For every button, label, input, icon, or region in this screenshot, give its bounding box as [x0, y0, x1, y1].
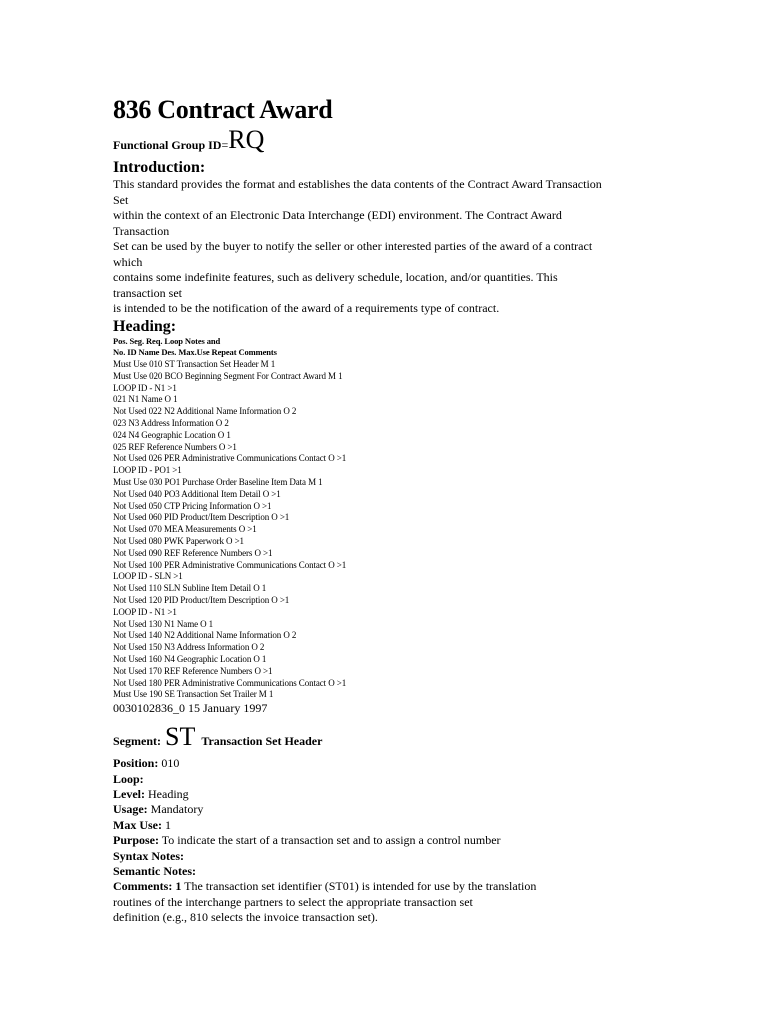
usage-field: [113, 802, 673, 817]
comments-line: The transaction set identifier (ST01) is intended for use by the translation: [184, 879, 537, 894]
table-row: LOOP ID - PO1 >1: [113, 465, 182, 476]
table-row: Not Used 110 SLN Subline Item Detail O 1: [113, 583, 267, 594]
table-row: Not Used 180 PER Administrative Communications Contact O >1: [113, 677, 347, 688]
level-label: Level:: [113, 787, 145, 802]
comments-number: 1: [175, 879, 182, 894]
comments-field: [113, 879, 673, 894]
intro-line: Set: [113, 192, 129, 207]
table-row: Not Used 026 PER Administrative Communications Contact O >1: [113, 453, 347, 464]
document-id: 0030102836_0 15 January 1997: [113, 701, 268, 716]
table-row: Must Use 030 PO1 Purchase Order Baseline Item Data M 1: [113, 477, 323, 488]
position-label: Position:: [113, 756, 159, 771]
loop-label: Loop:: [113, 771, 144, 786]
intro-line: contains some indefinite features, such as delivery schedule, location, and/or quantities. This: [113, 270, 558, 284]
heading-label: Heading:: [113, 317, 177, 335]
comments-label: Comments:: [113, 879, 173, 894]
segment-title: [113, 722, 673, 756]
table-row: Not Used 100 PER Administrative Communications Contact O >1: [113, 559, 347, 570]
intro-line: is intended to be the notification of the award of a requirements type of contract.: [113, 301, 500, 315]
table-row: 025 REF Reference Numbers O >1: [113, 441, 237, 452]
usage-label: Usage:: [113, 802, 148, 817]
table-row: Not Used 022 N2 Additional Name Information O 2: [113, 406, 297, 417]
table-row: Must Use 020 BCO Beginning Segment For Contract Award M 1: [113, 370, 343, 381]
table-row: Not Used 050 CTP Pricing Information O >1: [113, 500, 272, 511]
table-row: Must Use 190 SE Transaction Set Trailer M 1: [113, 689, 274, 700]
max-use-field: [113, 818, 673, 833]
position-value: 010: [161, 756, 180, 771]
table-row: Not Used 090 REF Reference Numbers O >1: [113, 547, 273, 558]
table-row: Not Used 160 N4 Geographic Location O 1: [113, 654, 267, 665]
table-row: Not Used 120 PID Product/Item Description O >1: [113, 595, 290, 606]
functional-group-label: Functional Group ID: [113, 138, 222, 152]
max-use-label: Max Use:: [113, 817, 162, 832]
intro-heading: Introduction:: [113, 159, 206, 176]
table-row: LOOP ID - N1 >1: [113, 382, 177, 393]
purpose-field: [113, 833, 673, 848]
intro-line: which: [113, 254, 143, 269]
table-row: 024 N4 Geographic Location O 1: [113, 429, 231, 440]
intro-line: This standard provides the format and establishes the data contents of the Contract Award Transaction: [113, 177, 602, 191]
table-row: Not Used 170 REF Reference Numbers O >1: [113, 665, 273, 676]
semantic-notes-label: Semantic Notes:: [113, 864, 196, 879]
usage-value: Mandatory: [150, 802, 204, 817]
syntax-notes-field: [113, 849, 673, 864]
table-row: LOOP ID - SLN >1: [113, 571, 183, 582]
intro-line: within the context of an Electronic Data Interchange (EDI) environment. The Contract Award: [113, 208, 562, 222]
segment-detail: [113, 722, 673, 925]
segment-name: Transaction Set Header: [201, 734, 323, 749]
syntax-notes-label: Syntax Notes:: [113, 848, 184, 863]
functional-group-eq: =: [221, 138, 229, 152]
segment-table: [113, 336, 673, 702]
intro-line: Transaction: [113, 223, 170, 238]
purpose-value: To indicate the start of a transaction set and to assign a control number: [161, 833, 501, 848]
semantic-notes-field: [113, 864, 673, 879]
table-header: Pos. Seg. Req. Loop Notes and: [113, 335, 221, 346]
table-header: No. ID Name Des. Max.Use Repeat Comments: [113, 347, 277, 358]
table-row: 021 N1 Name O 1: [113, 394, 178, 405]
comments-line: definition (e.g., 810 selects the invoice transaction set).: [113, 910, 378, 925]
table-rows: [113, 359, 673, 701]
comments-line: routines of the interchange partners to select the appropriate transaction set: [113, 894, 473, 909]
level-field: [113, 787, 673, 802]
max-use-value: 1: [164, 817, 171, 832]
segment-code: ST: [165, 722, 196, 752]
segment-label: Segment:: [113, 734, 161, 749]
intro-line: Set can be used by the buyer to notify the seller or other interested parties of the award of a contract: [113, 239, 593, 253]
table-row: Not Used 130 N1 Name O 1: [113, 618, 214, 629]
table-row: Not Used 060 PID Product/Item Description O >1: [113, 512, 290, 523]
table-row: Not Used 040 PO3 Additional Item Detail O >1: [113, 488, 281, 499]
functional-group-code: RQ: [228, 125, 265, 154]
table-row: Not Used 140 N2 Additional Name Information O 2: [113, 630, 297, 641]
table-row: Not Used 150 N3 Address Information O 2: [113, 642, 265, 653]
table-row: Must Use 010 ST Transaction Set Header M 1: [113, 359, 276, 370]
table-row: LOOP ID - N1 >1: [113, 606, 177, 617]
document-page: [113, 95, 673, 926]
table-row: Not Used 070 MEA Measurements O >1: [113, 524, 257, 535]
intro-text: [113, 177, 673, 317]
document-title: 836 Contract Award: [113, 95, 333, 124]
purpose-label: Purpose:: [113, 833, 159, 848]
level-value: Heading: [148, 787, 189, 802]
table-row: 023 N3 Address Information O 2: [113, 418, 229, 429]
table-row: Not Used 080 PWK Paperwork O >1: [113, 536, 244, 547]
position-field: [113, 756, 673, 771]
loop-field: [113, 772, 673, 787]
functional-group-id: [113, 127, 673, 158]
intro-line: transaction set: [113, 285, 182, 300]
